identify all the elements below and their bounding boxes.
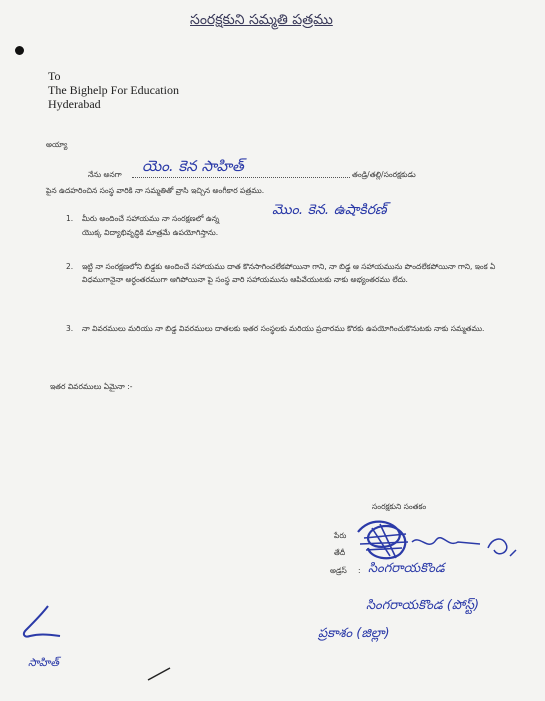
point-1-text-before: మీరు అందించే సహాయము నా సంరక్షణలో ఉన్న — [82, 214, 220, 223]
other-details-label: ఇతర వివరములు ఏమైనా :- — [50, 382, 133, 391]
address-organization: The Bighelp For Education — [48, 83, 179, 97]
point-1-text-after: యొక్క విద్యాభివృద్ధికి మాత్రమే ఉపయోగిస్తాను. — [82, 228, 219, 237]
intro-before-name: నేను అనగా — [88, 170, 122, 179]
address-label: అడ్రస్ — [330, 566, 347, 575]
salutation: అయ్యా — [46, 140, 68, 149]
address-city: Hyderabad — [48, 97, 101, 111]
handwritten-address-line-2: ప్రకాశం (జిల్లా) — [318, 626, 390, 641]
page-title: సంరక్షకుని సమ్మతి పత్రము — [190, 12, 333, 28]
address-value: సింగరాయకొండ — [368, 561, 445, 576]
name-label: పేరు — [334, 531, 347, 540]
point-3-number: 3. — [66, 324, 74, 333]
bottom-left-initials: సాహిత్ — [28, 656, 59, 669]
point-1-number: 1. — [66, 214, 74, 223]
handwritten-address-line-1: సింగరాయకొండ (పోస్ట్) — [366, 598, 480, 613]
intro-relation: తండ్రి/తల్లి/సంరక్షకుడు — [352, 170, 416, 179]
point-3-text: నా వివరములు మరియు నా బిడ్డ వివరములు దాతలకు ఇతర సంస్థలకు మరియు ప్రచారము కొరకు ఉపయోగించుకొనుటకు నాకు సమ్మతము. — [82, 324, 485, 333]
point-2-number: 2. — [66, 262, 74, 271]
handwritten-guardian-name: యెం. కెన సాహిత్ — [142, 157, 244, 175]
point-1-handwritten-child-name: మొం. కెన. ఉషాకిరణ్ — [272, 202, 387, 218]
signature-heading: సంరక్షకుని సంతకం — [372, 502, 427, 511]
stray-pen-mark — [146, 664, 176, 684]
consent-letter-page: సంరక్షకుని సమ్మతి పత్రము To The Bighelp For Education Hyderabad అయ్యా నేను అనగా యెం. కెన సాహిత్ తండ్రి/తల్లి/సంరక్షకుడు పైన ఉదహరించిన సంస్థ వారికి నా సమ్మతితో వ్రాసి ఇచ్చిన అంగీకార పత్రము. 1. మీరు అందించే సహాయము నా సంరక్షణలో ఉన్న మొం. కెన. ఉషాకిరణ్ యొక్క విద్యాభివృద్ధికి మాత్రమే ఉపయోగిస్తాను. 2. ఇట్టి నా సంరక్షణలోని బిడ్డకు అందించే సహాయము దాత కొనసాగించలేకపోయినా గాని, నా బిడ్డ ఆ సహాయమును పొందలేకపోయినా గాని, ఇంక ఏ విధముగానైనా అర్ధంతరముగా ఆగిపోయినా పై సంస్థ వారి సహాయమును ఆపివేయుటకు నాకు అభ్యంతరము లేదు. 3. నా వివరములు మరియు నా బిడ్డ వివరములు దాతలకు ఇతర సంస్థలకు మరియు ప్రచారము కొరకు ఉపయోగించుకొనుటకు నాకు సమ్మతము. ఇతర వివరములు ఏమైనా :- సంరక్షకుని సంతకం పేరు తేదీ అడ్రస్ : సింగరాయకొండ సింగరాయకొండ (పోస్ట్) ప్రకాశం (జిల్లా) సాహిత్ — [0, 0, 545, 701]
intro-second-line: పైన ఉదహరించిన సంస్థ వారికి నా సమ్మతితో వ్రాసి ఇచ్చిన అంగీకార పత్రము. — [46, 186, 265, 195]
bottom-left-signature-scribble — [16, 604, 66, 644]
punch-hole — [15, 46, 24, 55]
point-2-text: ఇట్టి నా సంరక్షణలోని బిడ్డకు అందించే సహాయము దాత కొనసాగించలేకపోయినా గాని, నా బిడ్డ ఆ సహాయమును పొందలేకపోయినా గాని, ఇంక ఏ విధముగానైనా అర్ధంతరముగా ఆగిపోయినా పై సంస్థ వారి సహాయమును ఆపివేయుటకు నాకు అభ్యంతరము లేదు. — [82, 262, 496, 284]
address-to: To — [48, 69, 61, 83]
date-label: తేదీ — [334, 548, 346, 557]
